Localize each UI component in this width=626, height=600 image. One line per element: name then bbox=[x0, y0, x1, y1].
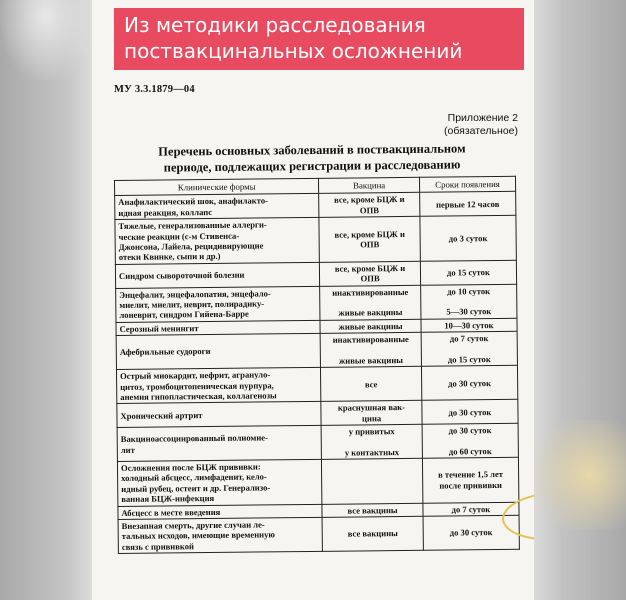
onset-cell-line: до 30 суток bbox=[448, 425, 492, 436]
vaccine-cell bbox=[320, 333, 421, 368]
banner-line-2: поствакцинальных осложнений bbox=[124, 39, 463, 63]
vaccine-cell-line: все вакцины bbox=[347, 528, 398, 539]
onset-cell-line: после прививки bbox=[439, 479, 503, 491]
clinical-form-cell-line: Хронический артрит bbox=[120, 409, 203, 421]
column-header-clinical-forms: Клинические формы bbox=[115, 178, 319, 196]
title-banner bbox=[114, 8, 524, 70]
table-row bbox=[117, 423, 518, 461]
onset-cell bbox=[420, 216, 517, 262]
clinical-form-cell-line: идная реакция, коллапс bbox=[118, 206, 213, 218]
onset-cell-line: до 30 суток bbox=[448, 377, 492, 389]
clinical-form-cell bbox=[117, 425, 322, 461]
clinical-form-cell bbox=[117, 459, 322, 506]
document-code: МУ 3.3.1879—04 bbox=[114, 84, 195, 95]
vaccine-cell-line bbox=[325, 481, 419, 482]
vaccine-cell-line: ОПВ bbox=[359, 205, 380, 216]
onset-cell bbox=[422, 423, 518, 458]
vaccine-cell bbox=[320, 285, 421, 320]
table-row bbox=[116, 365, 517, 403]
clinical-form-cell-line: Синдром сывороточной болезни bbox=[118, 269, 245, 281]
onset-cell-line: до 15 суток bbox=[447, 353, 491, 365]
clinical-form-cell-line: анемия гипопластическая, коллагенозы bbox=[120, 390, 277, 402]
blurred-highlight-right bbox=[534, 420, 626, 530]
vaccine-cell bbox=[322, 516, 423, 551]
clinical-form-cell bbox=[117, 402, 322, 428]
vaccine-cell-line: все bbox=[364, 378, 378, 389]
clinical-form-cell-line: лоневрит, синдром Гийена-Барре bbox=[119, 309, 249, 321]
onset-cell-line: до 10 суток bbox=[447, 285, 491, 297]
clinical-form-cell-line: Тяжелые, генерализованные аллерги- bbox=[118, 219, 267, 232]
vaccine-cell bbox=[322, 503, 423, 517]
clinical-form-cell bbox=[116, 286, 321, 322]
clinical-form-cell-line: цитоз, тромбоцитопеническая пурпура, bbox=[120, 379, 274, 392]
clinical-form-cell bbox=[118, 517, 323, 553]
document-page bbox=[92, 0, 534, 600]
appendix-number: Приложение 2 bbox=[447, 112, 518, 124]
onset-cell bbox=[421, 318, 517, 332]
clinical-form-cell-line: отеки Квинке, сыпи и др.) bbox=[118, 251, 221, 263]
clinical-form-cell bbox=[115, 218, 320, 265]
vaccine-cell-line: все, кроме БЦЖ и bbox=[334, 228, 405, 240]
onset-cell-line: до 15 суток bbox=[446, 267, 490, 278]
clinical-form-cell-line: Острый миокардит, нефрит, агрануло- bbox=[120, 369, 271, 382]
clinical-form-cell bbox=[115, 262, 320, 288]
vaccine-cell-line: краснушная вак- bbox=[337, 402, 406, 413]
vaccine-cell-line: инактивированные bbox=[332, 286, 409, 298]
onset-cell-line: до 60 суток bbox=[448, 445, 492, 457]
onset-cell-line: в течение 1,5 лет bbox=[438, 469, 504, 480]
onset-cell bbox=[420, 284, 516, 319]
table-row bbox=[116, 332, 517, 370]
vaccine-cell-line: у привитых bbox=[348, 426, 395, 437]
clinical-form-cell-line: Энцефалит, энцефалопатия, энцефало- bbox=[119, 288, 271, 300]
vaccine-cell bbox=[320, 319, 421, 333]
clinical-form-cell-line: Джонсона, Лайела, рецидивирующие bbox=[118, 240, 264, 252]
column-header-onset: Сроки появления bbox=[419, 176, 515, 192]
vaccine-cell bbox=[322, 458, 423, 504]
vaccine-cell bbox=[319, 193, 420, 218]
vaccine-cell bbox=[320, 261, 421, 286]
onset-cell-line: до 7 суток bbox=[449, 333, 489, 344]
onset-cell-line: до 30 суток bbox=[449, 527, 493, 538]
onset-cell-line: до 30 суток bbox=[448, 406, 492, 418]
appendix-status: (обязательное) bbox=[444, 125, 518, 137]
vaccine-cell bbox=[321, 366, 422, 401]
vaccine-cell-line: все, кроме БЦЖ и bbox=[334, 194, 405, 206]
clinical-form-cell-line: Серозный менингит bbox=[119, 322, 199, 334]
list-title-line-2: периоде, подлежащих регистрации и расследованию bbox=[163, 157, 461, 175]
onset-cell bbox=[420, 260, 516, 285]
onset-cell-line: первые 12 часов bbox=[436, 198, 500, 210]
vaccine-cell bbox=[321, 424, 422, 459]
vaccine-cell-line: все, кроме БЦЖ и bbox=[334, 262, 406, 274]
clinical-form-cell-line: Вакциноассоциированный полиомие- bbox=[120, 432, 269, 445]
clinical-form-cell-line: Осложнения после БЦЖ прививки: bbox=[120, 461, 261, 473]
clinical-form-cell-line: ванная БЦЖ-инфекция bbox=[121, 493, 215, 505]
blurred-background-left bbox=[0, 0, 92, 600]
clinical-form-cell-line: Афебрильные судороги bbox=[119, 346, 211, 358]
onset-cell bbox=[420, 192, 516, 217]
clinical-form-cell-line: ческие реакции (с-м Стивенса- bbox=[118, 230, 240, 242]
vaccine-cell-line: у контактных bbox=[344, 446, 400, 458]
clinical-form-cell-line: Абсцесс в месте введения bbox=[121, 506, 221, 518]
blurred-highlight-left bbox=[0, 0, 92, 80]
onset-cell-line: 10—30 суток bbox=[444, 319, 494, 331]
clinical-form-cell-line: лит bbox=[120, 444, 135, 455]
onset-cell bbox=[422, 457, 519, 503]
onset-cell bbox=[421, 332, 517, 367]
onset-cell bbox=[421, 365, 517, 400]
clinical-form-cell-line: идный рубец, остеит и др. Генерализо- bbox=[121, 482, 271, 494]
vaccine-cell-line: живые вакцины bbox=[338, 320, 403, 332]
table-row bbox=[116, 284, 517, 322]
clinical-form-cell bbox=[116, 334, 321, 370]
vaccine-cell-line: живые вакцины bbox=[338, 354, 403, 366]
clinical-form-cell-line: Внезапная смерть, другие случаи ле- bbox=[121, 519, 265, 531]
clinical-form-cell-line: холодный абсцесс, лимфаденит, кело- bbox=[121, 471, 267, 484]
clinical-form-cell-line: Анафилактический шок, анафилакто- bbox=[118, 195, 269, 208]
vaccine-cell-line: цина bbox=[361, 412, 382, 424]
list-title bbox=[120, 140, 504, 176]
onset-cell bbox=[422, 400, 518, 425]
vaccine-cell-line: живые вакцины bbox=[338, 307, 403, 318]
clinical-form-cell bbox=[115, 194, 320, 220]
clinical-form-cell bbox=[116, 367, 321, 403]
vaccine-cell-line: инактивированные bbox=[332, 334, 409, 345]
onset-cell-line: до 7 суток bbox=[451, 503, 491, 515]
appendix-label bbox=[408, 112, 518, 138]
banner-line-1: Из методики расследования bbox=[124, 13, 426, 37]
vaccine-cell-line: все вакцины bbox=[347, 504, 398, 516]
table-row bbox=[118, 515, 519, 553]
table-row bbox=[117, 457, 518, 506]
onset-cell-line: 5—30 суток bbox=[446, 306, 492, 317]
onset-cell-line: до 3 суток bbox=[448, 232, 488, 244]
clinical-form-cell-line: тальных исходов, имеющие временную bbox=[121, 529, 276, 542]
clinical-form-cell-line: миелит, миелит, неврит, полирадику- bbox=[119, 298, 265, 311]
table-row bbox=[115, 216, 516, 265]
vaccine-cell-line: ОПВ bbox=[360, 273, 380, 284]
diseases-table bbox=[114, 176, 520, 554]
clinical-form-cell-line: связь с прививкой bbox=[121, 540, 194, 552]
vaccine-cell-line: ОПВ bbox=[360, 239, 380, 250]
column-header-vaccine: Вакцина bbox=[319, 177, 420, 193]
vaccine-cell bbox=[321, 401, 422, 426]
list-title-line-1: Перечень основных заболеваний в поствакцинальном bbox=[158, 141, 466, 159]
vaccine-cell bbox=[319, 217, 420, 263]
